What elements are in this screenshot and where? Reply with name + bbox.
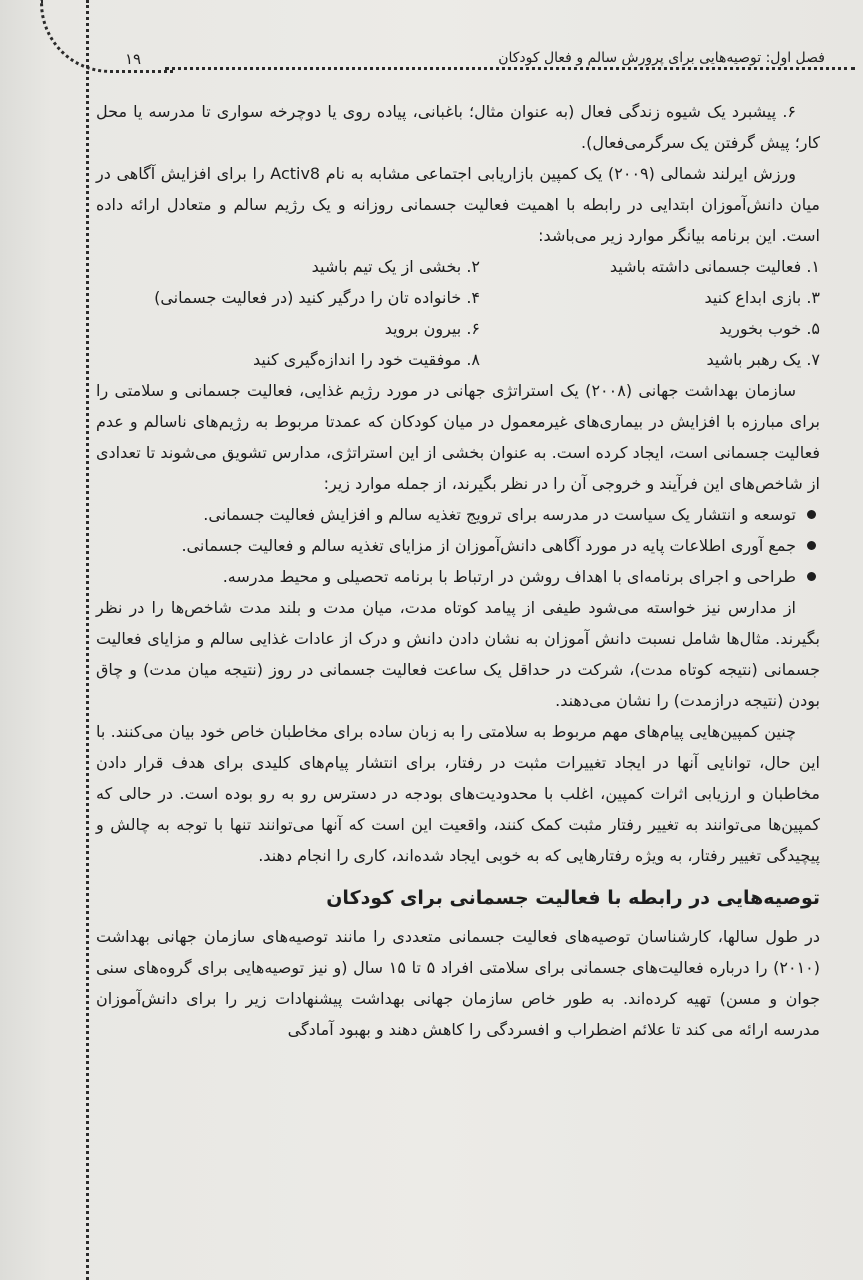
list-item: ۶. بیرون بروید — [384, 319, 480, 338]
running-head — [115, 50, 825, 72]
bullet-list — [96, 499, 820, 592]
paragraph-who: سازمان بهداشت جهانی (۲۰۰۸) یک استراتژی جهانی در مورد رژیم غذایی، فعالیت جسمانی و سلامتی را برای مبارزه با افزایش در بیماری‌های غیرمعمول در میان کودکان که عمدتا مربوط به رژیم‌های ناسالم و عدم فعالیت جسمانی است، ایجاد کرده است. به عنوان بخشی از این استراتژی، مدارس تشویق می‌شوند تا تعدادی از شاخص‌های این فرآیند و خروجی آن را در نظر بگیرند، از جمله موارد زیر: — [96, 381, 820, 493]
paragraph-recommendations: در طول سالها، کارشناسان توصیه‌های فعالیت جسمانی متعددی را مانند توصیه‌های سازمان جهانی بهداشت (۲۰۱۰) را درباره فعالیت‌های جسمانی برای سلامتی افراد ۵ تا ۱۵ سال (و نیز توصیه‌هایی برای گروه‌های سنی جوان و مسن) تهیه کرده‌اند. به طور خاص سازمان جهانی بهداشت پیشنهادات زیر را برای دانش‌آموزان مدرسه ارائه می کند تا علائم اضطراب و افسردگی را کاهش دهند و بهبود آمادگی — [96, 927, 820, 1039]
list-item-6: ۶. پیشبرد یک شیوه زندگی فعال (به عنوان مثال؛ باغبانی، پیاده روی یا دوچرخه سواری تا مدرسه یا محل کار؛ پیش گرفتن یک سرگرمی‌فعال). — [96, 102, 820, 152]
list-item: ۴. خانواده تان را درگیر کنید (در فعالیت جسمانی) — [154, 288, 480, 307]
list-item: ۸. موفقیت خود را اندازه‌گیری کنید — [253, 350, 480, 369]
list-item: ۷. یک رهبر باشید — [706, 350, 820, 369]
list-item: ۳. بازی ابداع کنید — [704, 288, 820, 307]
bullet-item: توسعه و انتشار یک سیاست در مدرسه برای ترویج تغذیه سالم و افزایش فعالیت جسمانی. — [96, 499, 820, 530]
bullet-item: جمع آوری اطلاعات پایه در مورد آگاهی دانش‌آموزان از مزایای تغذیه سالم و فعالیت جسمانی. — [96, 530, 820, 561]
page-content — [96, 96, 820, 1045]
activ8-list — [96, 251, 820, 375]
paragraph-campaigns: چنین کمپین‌هایی پیام‌های مهم مربوط به سلامتی را به زبان ساده برای مخاطبان خاص خود بیان می‌کنند. با این حال، توانایی آنها در ایجاد تغییرات مثبت در رفتار، برای انتشار پیام‌های کلیدی برای هدف قرار دادن مخاطبان و ارزیابی اثرات کمپین، اغلب با محدودیت‌های بودجه در دسترس رو به رو بوده است. در حالی که کمپین‌ها می‌توانند به تغییر رفتار مثبت کمک کنند، واقعیت این است که آنها می‌توانند تنها با توجه به چالش و پیچیدگی تغییر رفتار، به ویژه رفتارهایی که به خوبی ایجاد شده‌اند، کاری را انجام دهند. — [96, 722, 820, 865]
list-item: ۲. بخشی از یک تیم باشید — [311, 257, 480, 276]
list-item: ۵. خوب بخورید — [719, 319, 820, 338]
list-item: ۱. فعالیت جسمانی داشته باشید — [609, 257, 820, 276]
dotted-margin-line — [86, 0, 89, 1280]
paragraph-activ8: ورزش ایرلند شمالی (۲۰۰۹) یک کمپین بازاریابی اجتماعی مشابه به نام Activ8 را برای افزایش آگاهی در میان دانش‌آموزان ابتدایی در رابطه با اهمیت فعالیت جسمانی روزانه و یک رژیم سالم و متعادل ارائه داده است. این برنامه بیانگر موارد زیر می‌باشد: — [96, 164, 820, 245]
page-number: ۱۹ — [125, 50, 142, 68]
paragraph-schools: از مدارس نیز خواسته می‌شود طیفی از پیامد کوتاه مدت، میان مدت و بلند مدت شاخص‌ها را در نظر بگیرند. مثال‌ها شامل نسبت دانش آموزان به نشان دادن دانش و درک از عادات غذایی سالم و مزایای فعالیت جسمانی (نتیجه کوتاه مدت)، شرکت در حداقل یک ساعت فعالیت جسمانی در روز (نتیجه میان مدت) و چاق بودن (نتیجه درازمدت) را نشان می‌دهند. — [96, 598, 820, 710]
section-heading: توصیه‌هایی در رابطه با فعالیت جسمانی برای کودکان — [326, 887, 820, 909]
running-head-title: فصل اول: توصیه‌هایی برای پرورش سالم و فعال کودکان — [498, 50, 825, 66]
bullet-item: طراحی و اجرای برنامه‌ای با اهداف روشن در ارتباط با برنامه تحصیلی و محیط مدرسه. — [96, 561, 820, 592]
